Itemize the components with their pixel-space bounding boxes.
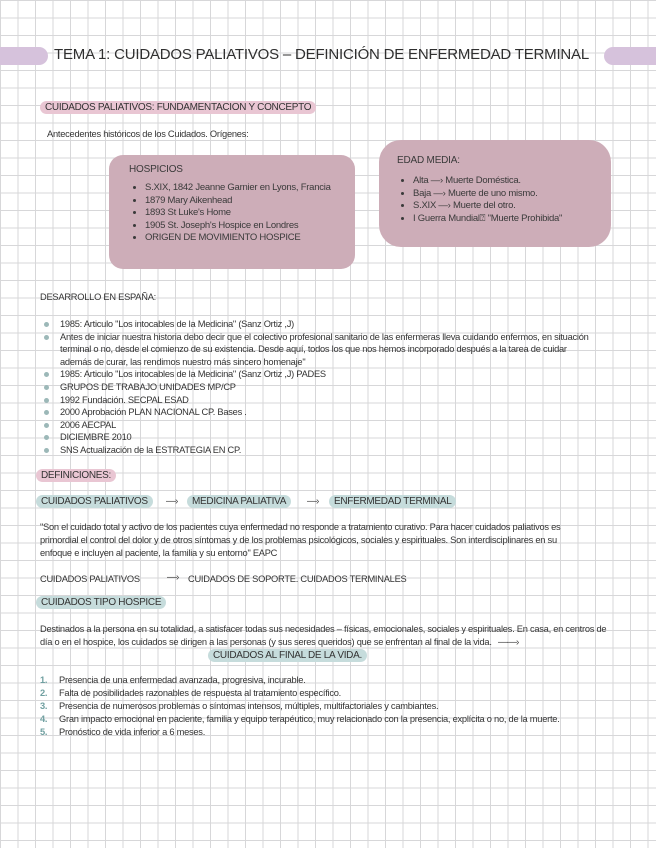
- final-de-la-vida-label: CUIDADOS AL FINAL DE LA VIDA.: [208, 649, 367, 662]
- desarrollo-item: 2006 AECPAL: [38, 419, 598, 432]
- hospice-description: [40, 623, 608, 649]
- hospicios-item: • 1905 St. Joseph's Hospice en Londres: [145, 220, 345, 233]
- synonym-arrow-icon: —›: [167, 572, 179, 583]
- synonym-left: CUIDADOS PALIATIVOS: [40, 574, 140, 584]
- title-accent-left: [0, 47, 48, 65]
- heading-definiciones: DEFINICIONES:: [36, 469, 116, 482]
- chain-cuidados-paliativos: CUIDADOS PALIATIVOS: [36, 495, 153, 508]
- desarrollo-item: SNS Actualización de la ESTRATEGIA EN CP.: [38, 444, 598, 457]
- edad-media-list: [397, 175, 601, 225]
- hospicios-item: • ORIGEN DE MOVIMIENTO HOSPICE: [145, 232, 345, 245]
- page-title: TEMA 1: CUIDADOS PALIATIVOS – DEFINICIÓN DE ENFERMEDAD TERMINAL: [54, 46, 589, 63]
- desarrollo-item: GRUPOS DE TRABAJO UNIDADES MP/CP: [38, 381, 598, 394]
- edad-media-item: • S.XIX —› Muerte del otro.: [413, 200, 601, 213]
- desarrollo-list: [38, 318, 598, 457]
- heading-desarrollo-espana: DESARROLLO EN ESPAÑA:: [40, 292, 156, 302]
- edad-media-title: EDAD MEDIA:: [397, 155, 460, 166]
- hospicios-list: [129, 182, 345, 245]
- definicion-quote: "Son el cuidado total y activo de los pacientes cuya enfermedad no responde a tratamiento curativo. Para hacer cuidados paliativos es primordial el control del dolor y de otros síntomas y de los problemas psicológicos, sociales y espirituales. Son interdisciplinares en su enfoque e incluyen al paciente, la familia y su entorno" EAPC: [40, 522, 561, 558]
- desarrollo-item: 1985: Articulo "Los intocables de la Medicina" (Sanz Ortiz ,J): [38, 318, 598, 331]
- edad-media-item: • Baja —› Muerte de uno mismo.: [413, 188, 601, 201]
- chain-enfermedad-terminal: ENFERMEDAD TERMINAL: [329, 495, 456, 508]
- criteria-item: 3. Presencia de numerosos problemas o síntomas intensos, múltiples, multifactoriales y cambiantes.: [40, 701, 439, 711]
- heading-cuidados-hospice: CUIDADOS TIPO HOSPICE: [36, 596, 166, 609]
- chain-arrow-icon: —›: [307, 496, 319, 507]
- hospicios-title: HOSPICIOS: [129, 164, 183, 175]
- desarrollo-item: DICIEMBRE 2010: [38, 431, 598, 444]
- synonym-right: CUIDADOS DE SOPORTE. CUIDADOS TERMINALES: [188, 574, 407, 584]
- edad-media-item: • Alta —› Muerte Doméstica.: [413, 175, 601, 188]
- criteria-item: 2. Falta de posibilidades razonables de respuesta al tratamiento específico.: [40, 688, 342, 698]
- chain-medicina-paliativa: MEDICINA PALIATIVA: [187, 495, 291, 508]
- criteria-item: 1. Presencia de una enfermedad avanzada, progresiva, incurable.: [40, 675, 306, 685]
- hospicios-item: • 1879 Mary Aikenhead: [145, 195, 345, 208]
- chain-arrow-icon: —›: [166, 496, 178, 507]
- edad-media-box: [379, 140, 611, 247]
- desarrollo-item: 2000 Aprobación PLAN NACIONAL CP. Bases .: [38, 406, 598, 419]
- criteria-item: 5. Pronóstico de vida inferior a 6 meses.: [40, 727, 206, 737]
- criteria-item: 4. Gran impacto emocional en paciente, familia y equipo terapéutico, muy relacionado con la presencia, explícita o no, de la muerte.: [40, 714, 560, 724]
- hospicios-item: • 1893 St Luke's Home: [145, 207, 345, 220]
- hospicios-item: • S.XIX, 1842 Jeanne Garnier en Lyons, Francia: [145, 182, 341, 195]
- hospice-arrow-icon: ——›: [498, 637, 519, 648]
- desarrollo-item: Antes de iniciar nuestra historia debo decir que el colectivo profesional sanitario de las enfermeras lleva cuidando enfermos, en situación terminal o no, desde el comienzo de su existencia. Desde aquí, todos los que nos hemos incorporado después a la tarea de cuidar además de curar, las rendimos nuestro más sincero homenaje": [38, 331, 598, 369]
- desarrollo-item: 1992 Fundación. SECPAL ESAD: [38, 394, 598, 407]
- desarrollo-item: 1985: Articulo "Los intocables de la Medicina" (Sanz Ortiz ,J) PADES: [38, 368, 598, 381]
- edad-media-item: • I Guerra Mundial⍰ "Muerte Prohibida": [413, 213, 601, 226]
- title-accent-right: [604, 47, 656, 65]
- hospicios-box: [109, 155, 355, 269]
- subheading-antecedentes: Antecedentes históricos de los Cuidados. Orígenes:: [47, 129, 249, 139]
- hospice-text: Destinados a la persona en su totalidad, a satisfacer todas sus necesidades – físicas, emocionales, sociales y espirituales. En casa, en centros de día o en el hospice, los cuidados se dirigen a las personas (y sus seres queridos) que se enfrentan al final de la vida.: [40, 624, 607, 647]
- heading-fundamentacion: CUIDADOS PALIATIVOS: FUNDAMENTACION Y CONCEPTO: [40, 101, 316, 114]
- criteria-list: [38, 674, 608, 739]
